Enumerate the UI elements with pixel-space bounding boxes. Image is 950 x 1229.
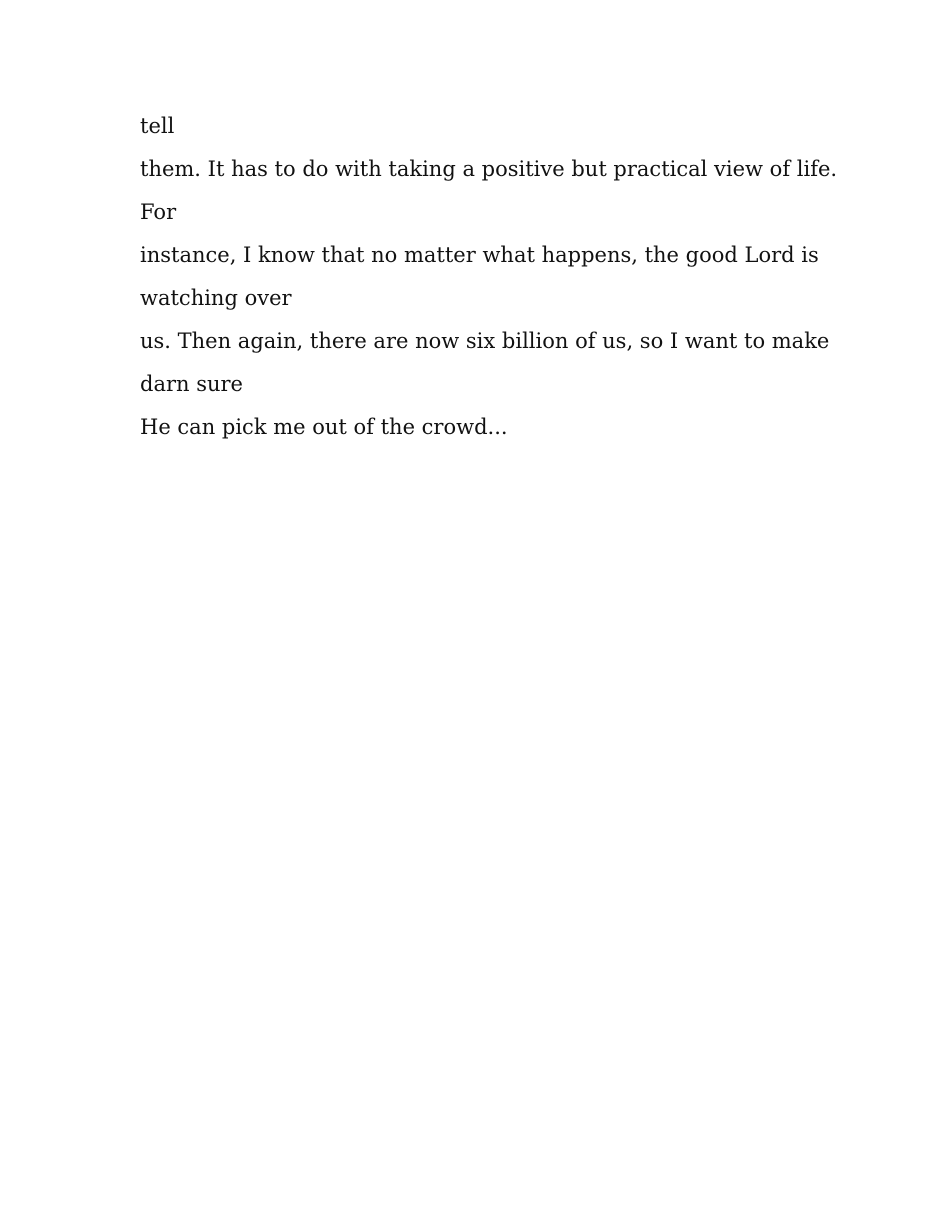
text-line-8: He can pick me out of the crowd...	[140, 415, 508, 439]
text-line-6: us. Then again, there are now six billion of us, so I want to make	[140, 329, 830, 353]
text-line-2: them. It has to do with taking a positive but practical view of life.	[140, 157, 838, 181]
text-line-1: tell	[140, 114, 175, 138]
text-line-7: darn sure	[140, 372, 243, 396]
body-text	[140, 105, 840, 449]
text-line-5: watching over	[140, 286, 292, 310]
text-line-4: instance, I know that no matter what happens, the good Lord is	[140, 243, 819, 267]
text-line-3: For	[140, 200, 177, 224]
